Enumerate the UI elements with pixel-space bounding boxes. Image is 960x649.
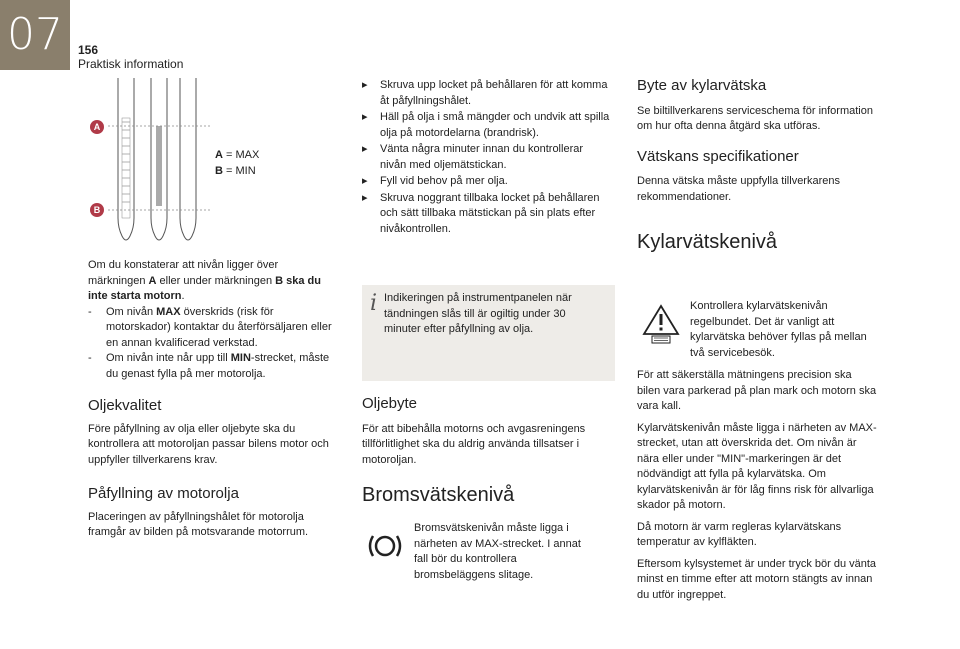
info-box <box>362 285 615 381</box>
oil-quality-text: Före påfyllning av olja eller oljebyte ska du kontrollera att motoroljan passar bilens motor och uppfyller tillverkarens krav. <box>88 422 329 466</box>
coolant-change-heading: Byte av kylarvätska <box>637 77 767 94</box>
refill-heading: Påfyllning av motorolja <box>88 485 239 502</box>
spec-heading: Vätskans specifikationer <box>637 147 799 165</box>
warning-text: Kontrollera kylarvätskenivån regelbundet. Det är vanligt att kylarvätska behöver fyllas på mellan två servicebesök. <box>690 300 867 359</box>
dipstick-illustration <box>100 78 215 246</box>
paragraph: För att säkerställa mätningens precision ska bilen vara parkerad på plan mark och motorn ska vara kall. <box>637 369 877 412</box>
marker-b: B <box>90 203 104 217</box>
hazard-warning-icon <box>640 302 682 344</box>
marker-a: A <box>90 120 104 134</box>
column-2-lower <box>362 396 612 504</box>
brake-text: Bromsvätskenivån måste ligga i närheten av MAX-strecket. I annat fall bör du kontrollera bromsbeläggens slitage. <box>414 522 581 581</box>
brake-fluid-heading: Bromsvätskenivå <box>362 484 515 506</box>
dash-list <box>88 305 333 383</box>
brake-warning-icon <box>367 530 403 562</box>
coolant-change-text: Se biltillverkarens serviceschema för information om hur ofta denna åtgärd ska utföras. <box>637 104 873 132</box>
list-item: ▸ Häll på olja i små mängder och undvik att spilla olja på motordelarna (brandrisk). <box>362 111 610 139</box>
list-item: ▸ Fyll vid behov på mer olja. <box>362 175 508 187</box>
oil-quality-heading: Oljekvalitet <box>88 397 162 414</box>
refill-text: Placeringen av påfyllningshålet för motorolja framgår av bilden på motsvarande motorrum. <box>88 510 309 538</box>
paragraph: Kylarvätskenivån måste ligga i närheten av MAX-strecket, utan att överskrida det. Om nivån är nära eller under "MIN"-markeringen är det nödvändigt att fylla på kylarvätska. Om kylarvätskenivån är för låg finns risk för allvarliga skador på motorn. <box>637 421 877 511</box>
intro-paragraph: Om du konstaterar att nivån ligger över märkningen A eller under märkningen B ska du inte starta motorn. <box>88 259 321 302</box>
list-item: - Om nivån MAX överskrids (risk för motorskador) kontaktar du återförsäljaren eller en annan kvalificerad verkstad. <box>88 305 332 349</box>
spec-text: Denna vätska måste uppfylla tillverkarens rekommendationer. <box>637 175 840 203</box>
column-1 <box>88 258 333 547</box>
list-item: ▸ Vänta några minuter innan du kontrollerar nivån med oljemätstickan. <box>362 143 584 171</box>
coolant-level-heading: Kylarvätskenivå <box>637 231 778 253</box>
refill-steps <box>362 78 612 237</box>
chapter-tab: 07 <box>0 0 70 70</box>
list-item: ▸ Skruva noggrant tillbaka locket på behållaren och sätt tillbaka mätstickan på sin plats efter nivåkontrollen. <box>362 191 600 235</box>
info-icon: i <box>370 291 378 316</box>
section-title: Praktisk information <box>78 57 184 71</box>
list-item: ▸ Skruva upp locket på behållaren för att komma åt påfyllningshålet. <box>362 79 608 107</box>
column-3 <box>637 78 877 251</box>
level-legend: A = MAX B = MIN <box>215 149 260 177</box>
oil-change-text: För att bibehålla motorns och avgasreningens tillförlitlighet ska du aldrig använda tillsatser i motoroljan. <box>362 422 586 466</box>
list-item: - Om nivån inte når upp till MIN-strecket, måste du genast fylla på mer motorolja. <box>88 352 330 380</box>
page-number: 156 <box>78 43 99 57</box>
column-3-lower <box>637 368 877 609</box>
info-text: Indikeringen på instrumentpanelen när tändningen slås till är ogiltig under 30 minuter efter påfyllning av olja. <box>384 292 572 335</box>
column-2 <box>362 78 612 238</box>
paragraph: Då motorn är varm regleras kylarvätskans temperatur av kylfläkten. <box>637 520 842 548</box>
paragraph: Eftersom kylsystemet är under tryck bör du vänta minst en timme efter att motorn stängts av innan du utför ingreppet. <box>637 557 877 601</box>
oil-change-heading: Oljebyte <box>362 395 418 412</box>
